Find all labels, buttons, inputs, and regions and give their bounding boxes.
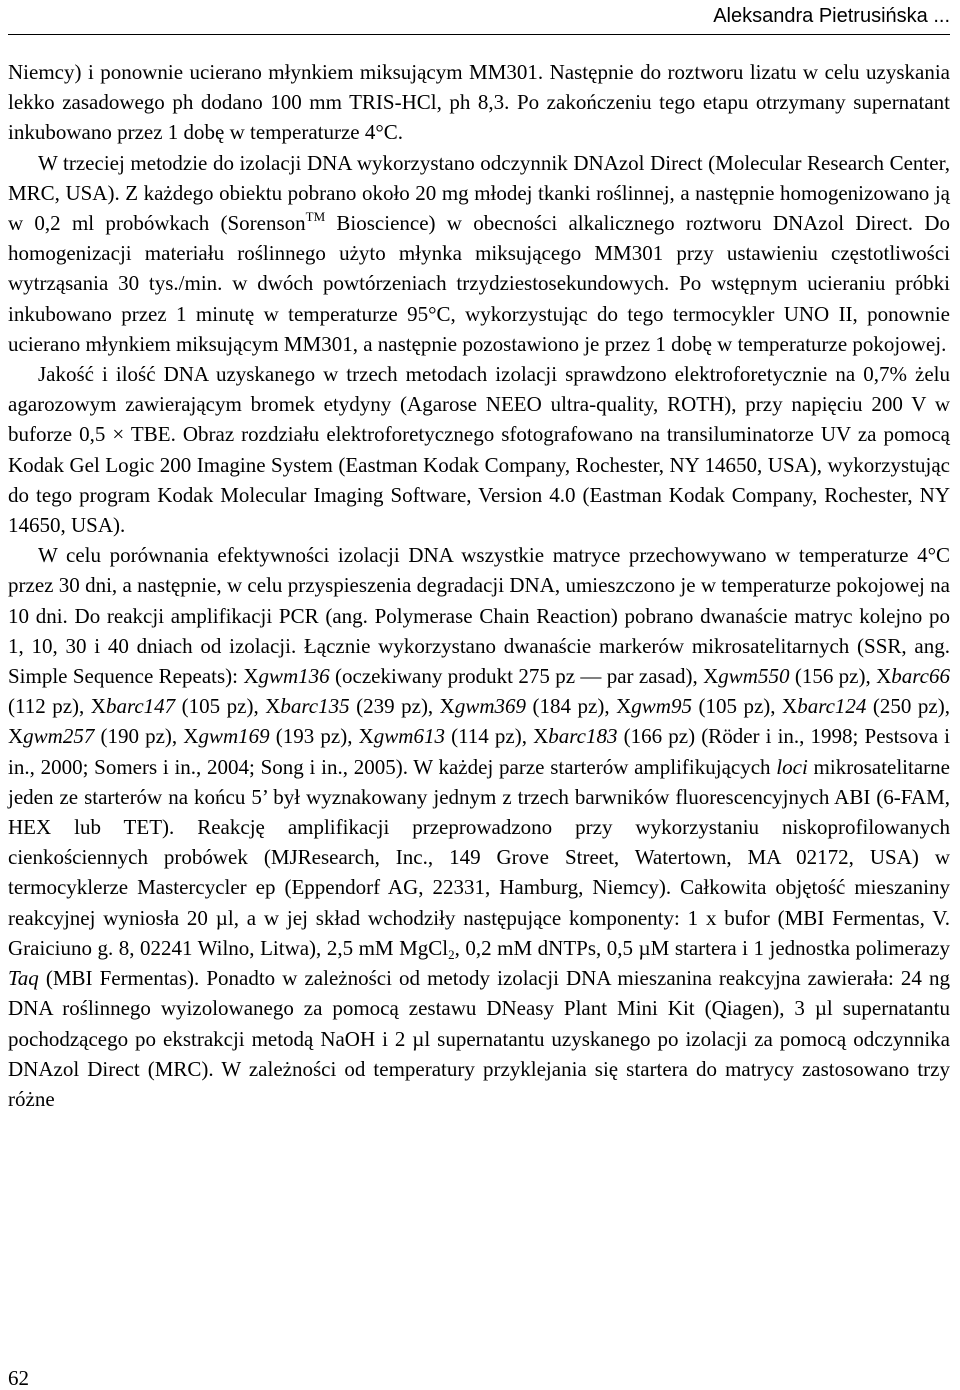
italic-term: gwm613 bbox=[373, 724, 445, 749]
italic-term: gwm550 bbox=[718, 664, 790, 689]
text-run: (190 pz), X bbox=[94, 724, 199, 749]
italic-term: barc135 bbox=[280, 694, 350, 719]
text-run: (105 pz), X bbox=[175, 694, 281, 719]
text-run: W trzeciej metodzie do izolacji DNA wykorzystano odczynnik DNAzol Direct (Molecular Research Center, MRC, USA). Z każdego obiektu pobrano około 20 mg młodej tkanki roślinnej, a następnie homogenizowano ją w 0,2 ml probówkach (Sorenson bbox=[8, 150, 950, 236]
italic-term: gwm136 bbox=[258, 664, 330, 689]
text-run: W celu porównania efektywności izolacji DNA wszystkie matryce przechowywano w temperaturze 4°C przez 30 dni, a następnie, w celu przyspieszenia degradacji DNA, umieszczono je w temperaturze pokojowej na 10 dni. Do reakcji amplifikacji PCR (ang. Polymerase Chain Reaction) pobrano dwanaście matryc kolejno po 1, 10, 30 i 40 dniach od izolacji. Łącznie wykorzystano dwanaście markerów mikrosatelitarnych (SSR, ang. Simple Sequence Repeats): X bbox=[8, 543, 950, 689]
text-run: (250 pz), X bbox=[8, 694, 950, 749]
italic-term: barc66 bbox=[891, 664, 950, 689]
italic-term: barc183 bbox=[548, 724, 618, 749]
paragraph-p1 bbox=[8, 57, 950, 148]
subscript: 2 bbox=[448, 946, 455, 962]
italic-term: loci bbox=[776, 754, 808, 779]
text-run: (184 pz), X bbox=[526, 694, 632, 719]
text-run: (193 pz), X bbox=[269, 724, 374, 749]
text-run: (112 pz), X bbox=[8, 694, 106, 719]
text-run: (239 pz), X bbox=[349, 694, 455, 719]
text-run: (MBI Fermentas). Ponadto w zależności od metody izolacji DNA mieszanina reakcyjna zawierała: 24 ng DNA roślinnego wyizolowanego za pomocą zestawu DNeasy Plant Mini Kit (Qiagen), 3 µl supernatantu pochodzącego po ekstrakcji metodą NaOH i 2 µl supernatantu uzyskanego po izolacji za pomocą odczynnika DNAzol Direct (MRC). W zależności od temperatury przyklejania się startera do matrycy zastosowano trzy różne bbox=[8, 966, 950, 1111]
page-number: 62 bbox=[8, 1366, 29, 1390]
italic-term: gwm369 bbox=[454, 694, 527, 719]
italic-term: gwm169 bbox=[198, 724, 270, 749]
header-rule bbox=[8, 34, 950, 35]
text-run: (oczekiwany produkt 275 pz — par zasad), X bbox=[329, 664, 719, 689]
superscript: TM bbox=[305, 209, 326, 225]
text-run: , 0,2 mM dNTPs, 0,5 µM startera i 1 jednostka polimerazy bbox=[454, 935, 950, 960]
text-run: mikrosatelitarne jeden ze starterów na końcu 5’ był wyznakowany jednym z trzech barwników fluorescencyjnych ABI (6-FAM, HEX lub TET). Reakcję amplifikacji przeprowadzono przy wykorzystaniu niskoprofilowanych cienkościennych probówek (MJResearch, Inc., 149 Grove Street, Watertown, MA 02172, USA) w termocyklerze Mastercycler ep (Eppendorf AG, 22331, Hamburg, Niemcy). Całkowita objętość mieszaniny reakcyjnej wyniosła 20 µl, a w jej skład wchodziły następujące komponenty: 1 x bufor (MBI Fermentas, V. Graiciuno g. 8, 02241 Wilno, Litwa), 2,5 mM MgCl bbox=[8, 754, 950, 960]
italic-term: Taq bbox=[8, 966, 39, 991]
text-run: Jakość i ilość DNA uzyskanego w trzech metodach izolacji sprawdzono elektroforetycznie na 0,7% żelu agarozowym zawierającym bromek etydyny (Agarose NEEO ultra-quality, ROTH), przy napięciu 200 V w buforze 0,5 × TBE. Obraz rozdziału elektroforetycznego sfotografowano na transiluminatorze UV za pomocą Kodak Gel Logic 200 Imagine System (Eastman Kodak Company, Rochester, NY 14650, USA), wykorzystując do tego program Kodak Molecular Imaging Software, Version 4.0 (Eastman Kodak Company, Rochester, NY 14650, USA). bbox=[8, 362, 950, 538]
italic-term: barc147 bbox=[105, 694, 176, 719]
text-run: Niemcy) i ponownie ucierano młynkiem miksującym MM301. Następnie do roztworu lizatu w celu uzyskania lekko zasadowego ph dodano 100 mm TRIS-HCl, ph 8,3. Po zakończeniu tego etapu otrzymany supernatant inkubowano przez 1 dobę w temperaturze 4°C. bbox=[8, 60, 950, 145]
text-run: (105 pz), X bbox=[691, 694, 798, 719]
italic-term: gwm95 bbox=[631, 694, 692, 719]
italic-term: gwm257 bbox=[23, 724, 95, 749]
text-run: (114 pz), X bbox=[444, 724, 549, 749]
paragraph-p2 bbox=[8, 148, 950, 359]
italic-term: barc124 bbox=[797, 694, 867, 719]
body-text bbox=[8, 57, 950, 1114]
running-header: Aleksandra Pietrusińska ... bbox=[713, 5, 950, 27]
text-run: (156 pz), X bbox=[789, 664, 892, 689]
paragraph-p4 bbox=[8, 540, 950, 1114]
paragraph-p3 bbox=[8, 359, 950, 540]
text-run: Bioscience) w obecności alkalicznego roztworu DNAzol Direct. Do homogenizacji materiału roślinnego użyto młynka miksującego MM301 przy ustawieniu częstotliwości wytrząsania 30 tys./min. w dwóch powtórzeniach trzydziestosekundowych. Po wstępnym ucieraniu próbki inkubowano przez 1 minutę w temperaturze 95°C, wykorzystując do tego termocykler UNO II, ponownie ucierano młynkiem miksującym MM301, a następnie pozostawiono je przez 1 dobę w temperaturze pokojowej. bbox=[8, 211, 950, 356]
text-run: (166 pz) (Röder i in., 1998; Pestsova i in., 2000; Somers i in., 2004; Song i in., 2005). W każdej parze starterów amplifikujących bbox=[8, 724, 950, 779]
